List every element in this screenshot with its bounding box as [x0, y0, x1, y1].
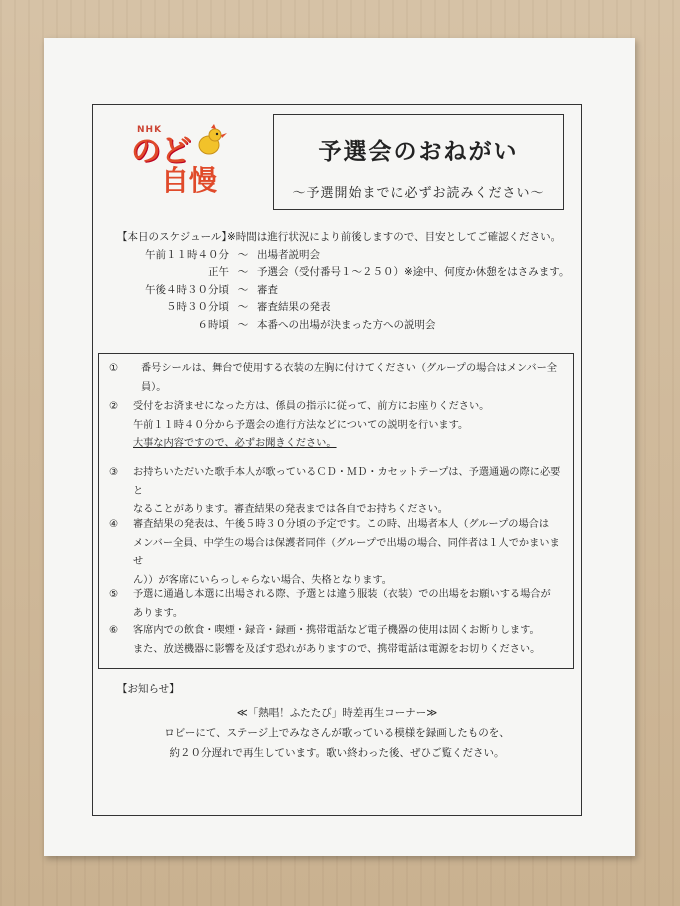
schedule-sep: ～ — [237, 301, 249, 313]
rule-line: 午前１１時４０分から予選会の進行方法などについての説明を行います。 — [133, 419, 469, 431]
schedule-sep: ～ — [237, 266, 249, 278]
rule-emphasis: 大事な内容ですので、必ずお聞きください。 — [133, 438, 337, 449]
logo-line2: 自慢 — [161, 164, 218, 197]
schedule-desc: 本番への出場が決まった方への説明会 — [257, 318, 436, 331]
rule-line: お持ちいただいた歌手本人が歌っているＣＤ・ＭＤ・カセットテープは、予選通過の際に必要と — [133, 467, 561, 497]
schedule-desc: 予選会（受付番号１～２５０）※途中、何度か休憩をはさみます。 — [257, 266, 570, 278]
notice-line: 約２０分遅れで再生しています。歌い終わった後、ぜひご覧ください。 — [169, 747, 505, 759]
schedule-sep: ～ — [237, 248, 249, 261]
schedule-time: 午前１１時４０分 — [145, 248, 229, 261]
schedule-row — [117, 282, 569, 300]
page-title: 予選会のおねがい — [318, 139, 519, 165]
schedule-time: 午後４時３０分頃 — [145, 283, 229, 296]
schedule-time: ６時頃 — [197, 318, 229, 331]
schedule-row — [117, 317, 569, 335]
rule-number: ⑤ — [109, 589, 119, 600]
schedule-sep: ～ — [237, 283, 249, 296]
notice-header: 【お知らせ】 — [117, 683, 180, 695]
schedule-note: ※時間は進行状況により前後しますので、目安としてご確認ください。 — [227, 231, 562, 243]
rule-number: ⑥ — [109, 625, 119, 636]
rule-line: 客席内での飲食・喫煙・録音・録画・携帯電話など電子機器の使用は固くお断りします。 — [133, 625, 540, 636]
title-box — [273, 114, 564, 210]
schedule-row — [117, 247, 569, 265]
rule-number: ② — [109, 401, 119, 412]
paper-sheet — [44, 38, 635, 856]
schedule-row — [117, 264, 569, 282]
document-frame — [92, 104, 582, 816]
page-subtitle: ～予選開始までに必ずお読みください～ — [292, 186, 545, 201]
rule-line: メンバー全員、中学生の場合は保護者同伴（グループで出場の場合、同伴者は１人でかまいませ — [133, 537, 560, 567]
schedule-desc: 審査結果の発表 — [257, 301, 331, 313]
rule-number: ④ — [109, 519, 119, 530]
rule-number: ① — [109, 363, 119, 374]
rule-line: なることがあります。審査結果の発表までは各自でお持ちください。 — [133, 504, 448, 515]
bird-icon — [191, 123, 231, 163]
schedule-header-row — [117, 229, 569, 247]
notice-corner-title: ≪「熱唱！ふたたび」時差再生コーナー≫ — [236, 707, 438, 719]
rule-line: 番号シールは、舞台で使用する衣装の左胸に付けてください（グループの場合はメンバー全員）。 — [141, 363, 557, 393]
schedule-time: ５時３０分頃 — [166, 301, 229, 313]
logo-line1: のど — [131, 134, 191, 169]
schedule-time: 正午 — [208, 266, 229, 278]
rule-line: また、放送機器に影響を及ぼす恐れがありますので、携帯電話は電源をお切りください。 — [133, 643, 541, 655]
notice-line: ロビーにて、ステージ上でみなさんが歌っている模様を録画したものを、 — [164, 727, 510, 739]
notice-section — [93, 703, 581, 763]
schedule-row — [117, 299, 569, 317]
schedule-sep: ～ — [237, 318, 249, 331]
rules-box — [98, 353, 574, 669]
rule-number: ③ — [109, 467, 119, 478]
rule-line: 審査結果の発表は、午後５時３０分頃の予定です。この時、出場者本人（グループの場合は — [133, 519, 550, 530]
schedule-header: 【本日のスケジュール】 — [117, 231, 232, 243]
rule-line: 受付をお済ませになった方は、係員の指示に従って、前方にお座りください。 — [133, 401, 490, 412]
logo-nhk-text: NHK — [137, 125, 163, 135]
nodojiman-logo — [131, 123, 231, 211]
rule-line: あります。 — [133, 607, 184, 619]
schedule-desc: 出場者説明会 — [257, 248, 320, 261]
schedule-section — [117, 229, 569, 334]
rule-line: 予選に通過し本選に出場される際、予選とは違う服装（衣装）での出場をお願いする場合が — [133, 589, 551, 600]
schedule-desc: 審査 — [257, 283, 278, 296]
rule-line: ん））が客席にいらっしゃらない場合、失格となります。 — [133, 574, 392, 586]
